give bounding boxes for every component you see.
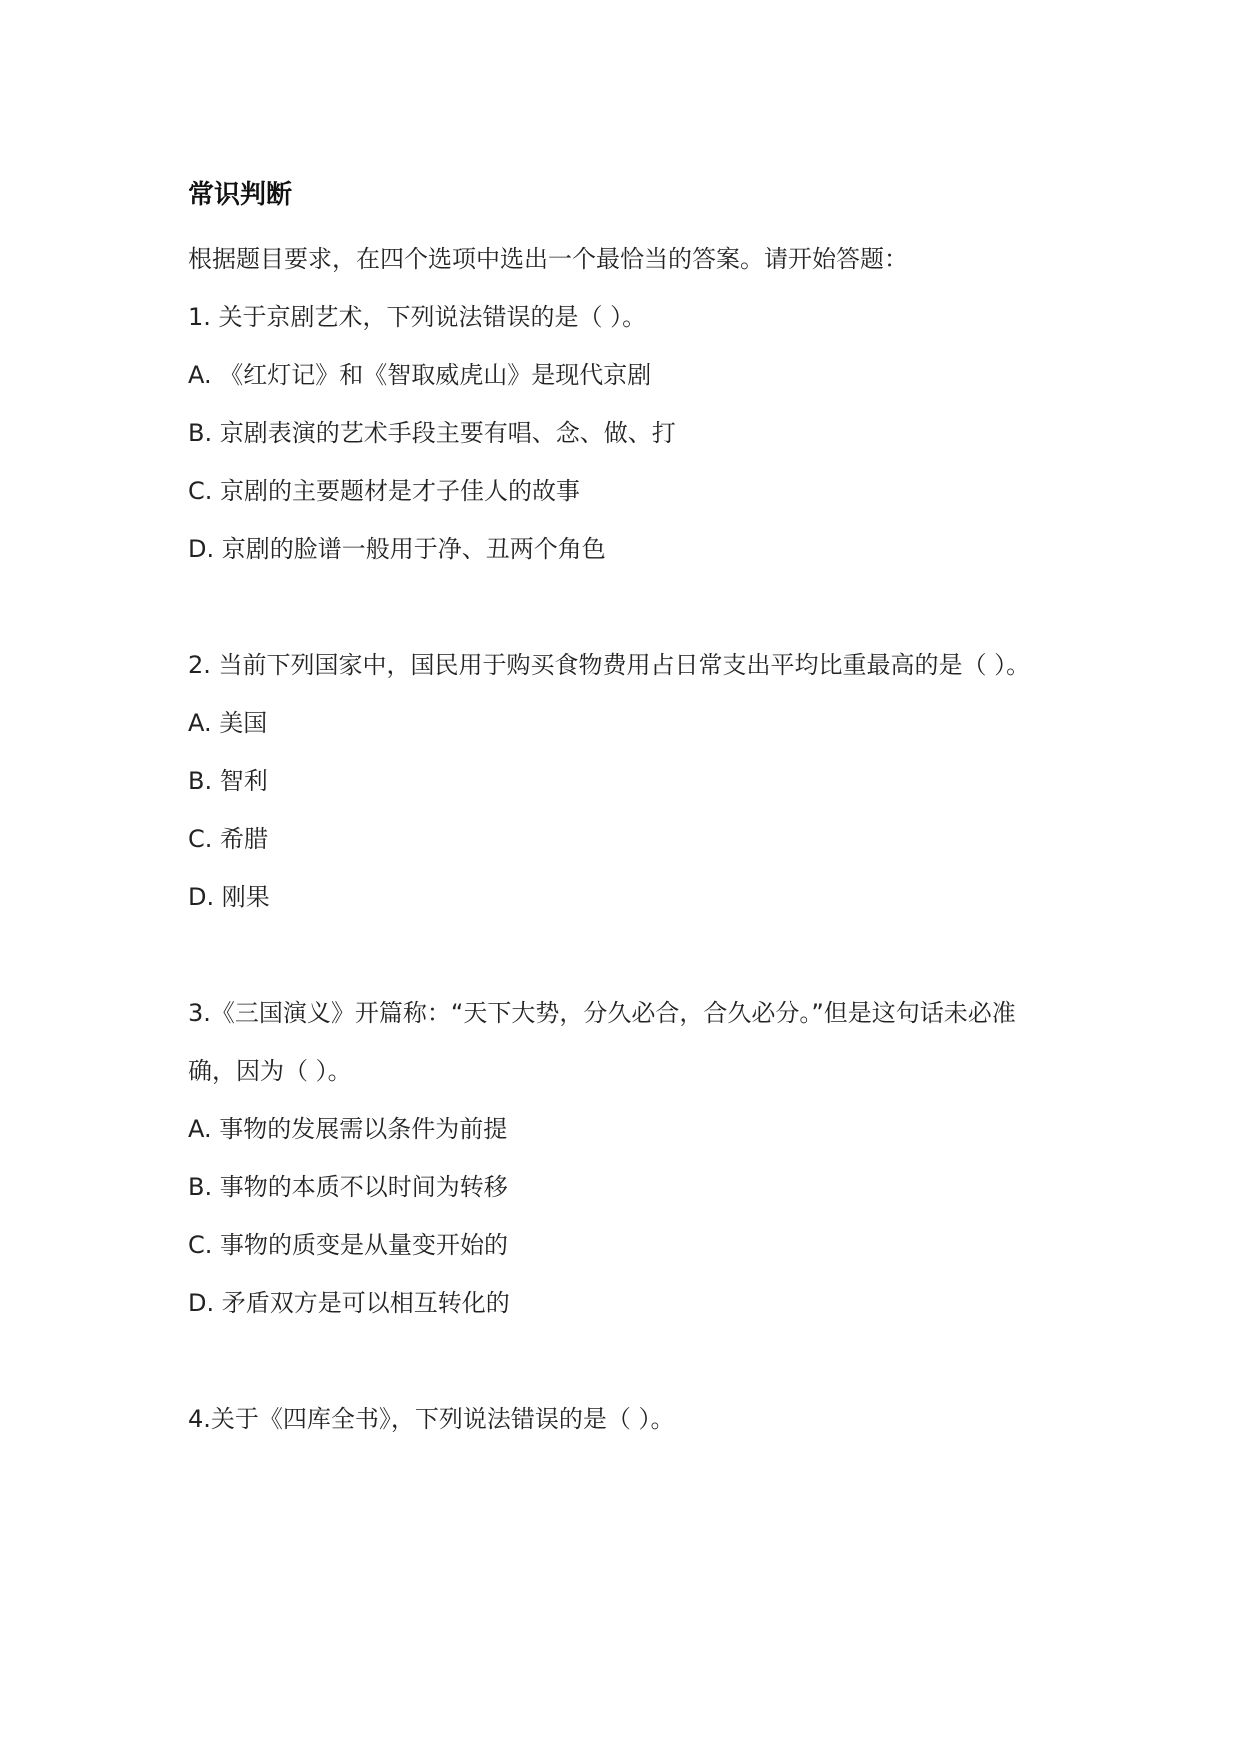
question-4-stem: 4.关于《四库全书》，下列说法错误的是（ ）。 xyxy=(188,1405,675,1433)
question-2-option-a: A. 美国 xyxy=(188,709,268,737)
question-2-option-d: D. 刚果 xyxy=(188,883,270,911)
question-1-option-b: B. 京剧表演的艺术手段主要有唱、念、做、打 xyxy=(188,419,676,447)
question-3-option-d: D. 矛盾双方是可以相互转化的 xyxy=(188,1289,510,1317)
question-1-stem: 1. 关于京剧艺术，下列说法错误的是（ ）。 xyxy=(188,303,647,331)
question-2-stem: 2. 当前下列国家中，国民用于购买食物费用占日常支出平均比重最高的是（ ）。 xyxy=(188,651,1031,679)
question-3-stem-line-1: 3.《三国演义》开篇称：“天下大势，分久必合，合久必分。”但是这句话未必准 xyxy=(188,999,1016,1027)
document-page xyxy=(188,0,1088,1754)
question-3-option-b: B. 事物的本质不以时间为转移 xyxy=(188,1173,508,1201)
section-title: 常识判断 xyxy=(188,180,293,210)
instruction-text: 根据题目要求，在四个选项中选出一个最恰当的答案。请开始答题： xyxy=(188,245,908,273)
question-1-option-a: A. 《红灯记》和《智取威虎山》是现代京剧 xyxy=(188,361,652,389)
question-2-option-b: B. 智利 xyxy=(188,767,268,795)
question-1-option-c: C. 京剧的主要题材是才子佳人的故事 xyxy=(188,477,581,505)
question-3-option-c: C. 事物的质变是从量变开始的 xyxy=(188,1231,509,1259)
question-3-stem-line-2: 确，因为（ ）。 xyxy=(188,1057,352,1085)
question-2-option-c: C. 希腊 xyxy=(188,825,269,853)
question-3-option-a: A. 事物的发展需以条件为前提 xyxy=(188,1115,508,1143)
question-1-option-d: D. 京剧的脸谱一般用于净、丑两个角色 xyxy=(188,535,606,563)
